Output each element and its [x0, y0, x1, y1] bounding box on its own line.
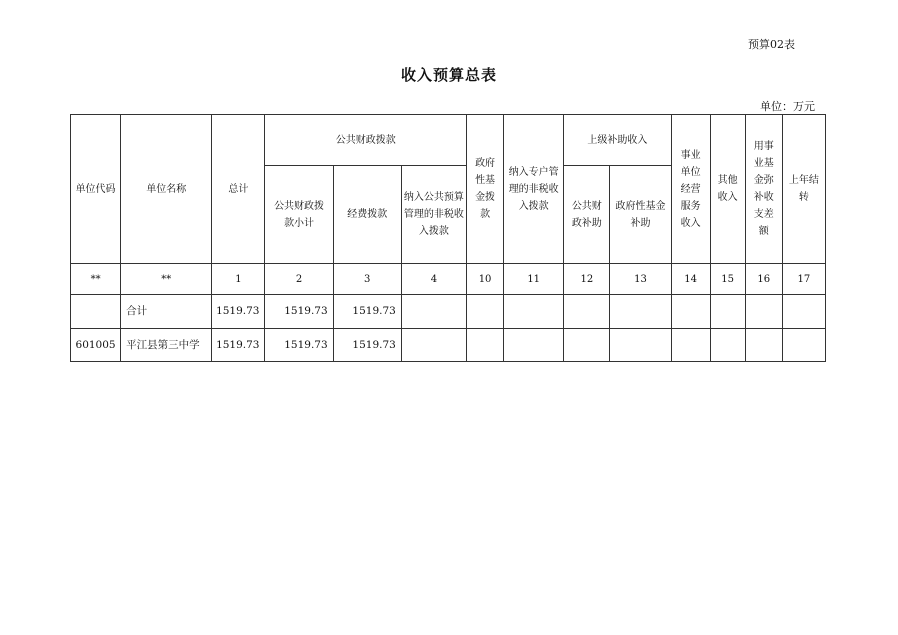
header-pf-subtotal: 公共财政拨款小计 [265, 166, 333, 264]
index-cell: 11 [504, 264, 564, 295]
cell-fund-gap [745, 329, 782, 362]
header-pf-expense: 经费拨款 [333, 166, 401, 264]
income-budget-table [70, 114, 826, 362]
cell-other-income [710, 329, 745, 362]
header-public-finance: 公共财政拨款 [265, 115, 467, 166]
cell-fund-gap [745, 295, 782, 329]
cell-ss-public [564, 295, 610, 329]
cell-ss-public [564, 329, 610, 362]
cell-name: 平江县第三中学 [121, 329, 212, 362]
header-business-income: 事业单位经营服务收入 [671, 115, 710, 264]
cell-code: 601005 [71, 329, 121, 362]
cell-special-nontax [504, 329, 564, 362]
cell-pf-subtotal: 1519.73 [265, 295, 333, 329]
cell-business-income [671, 295, 710, 329]
header-ss-public: 公共财政补助 [564, 166, 610, 264]
header-gov-fund: 政府性基金拨款 [467, 115, 504, 264]
cell-pf-subtotal: 1519.73 [265, 329, 333, 362]
index-cell: 4 [401, 264, 466, 295]
index-cell: 13 [610, 264, 671, 295]
cell-gov-fund [467, 329, 504, 362]
unit-label: 单位：万元 [760, 100, 815, 113]
cell-name: 合计 [121, 295, 212, 329]
index-cell: 10 [467, 264, 504, 295]
index-cell: 16 [745, 264, 782, 295]
index-cell: 15 [710, 264, 745, 295]
index-cell: 3 [333, 264, 401, 295]
cell-business-income [671, 329, 710, 362]
header-superior-subsidy: 上级补助收入 [564, 115, 671, 166]
cell-pf-expense: 1519.73 [333, 295, 401, 329]
header-total: 总计 [212, 115, 265, 264]
table-row-unit [71, 329, 826, 362]
cell-ss-gov-fund [610, 329, 671, 362]
cell-gov-fund [467, 295, 504, 329]
cell-carryover [782, 329, 825, 362]
header-unit-name: 单位名称 [121, 115, 212, 264]
header-special-nontax: 纳入专户管理的非税收入拨款 [504, 115, 564, 264]
index-cell: 14 [671, 264, 710, 295]
cell-pf-nontax [401, 295, 466, 329]
cell-code [71, 295, 121, 329]
index-cell: 1 [212, 264, 265, 295]
cell-carryover [782, 295, 825, 329]
index-cell: ** [71, 264, 121, 295]
cell-other-income [710, 295, 745, 329]
table-row-total [71, 295, 826, 329]
cell-special-nontax [504, 295, 564, 329]
header-row-top [71, 115, 826, 166]
index-cell: 2 [265, 264, 333, 295]
header-fund-gap: 用事业基金弥补收支差额 [745, 115, 782, 264]
cell-pf-expense: 1519.73 [333, 329, 401, 362]
index-cell: 12 [564, 264, 610, 295]
header-other-income: 其他收入 [710, 115, 745, 264]
header-pf-nontax: 纳入公共预算管理的非税收入拨款 [401, 166, 466, 264]
header-ss-gov-fund: 政府性基金补助 [610, 166, 671, 264]
index-row [71, 264, 826, 295]
header-unit-code: 单位代码 [71, 115, 121, 264]
index-cell: ** [121, 264, 212, 295]
cell-total: 1519.73 [212, 295, 265, 329]
cell-total: 1519.73 [212, 329, 265, 362]
cell-ss-gov-fund [610, 295, 671, 329]
form-number: 预算02表 [748, 38, 795, 51]
page-title: 收入预算总表 [400, 66, 497, 84]
cell-pf-nontax [401, 329, 466, 362]
index-cell: 17 [782, 264, 825, 295]
header-carryover: 上年结转 [782, 115, 825, 264]
